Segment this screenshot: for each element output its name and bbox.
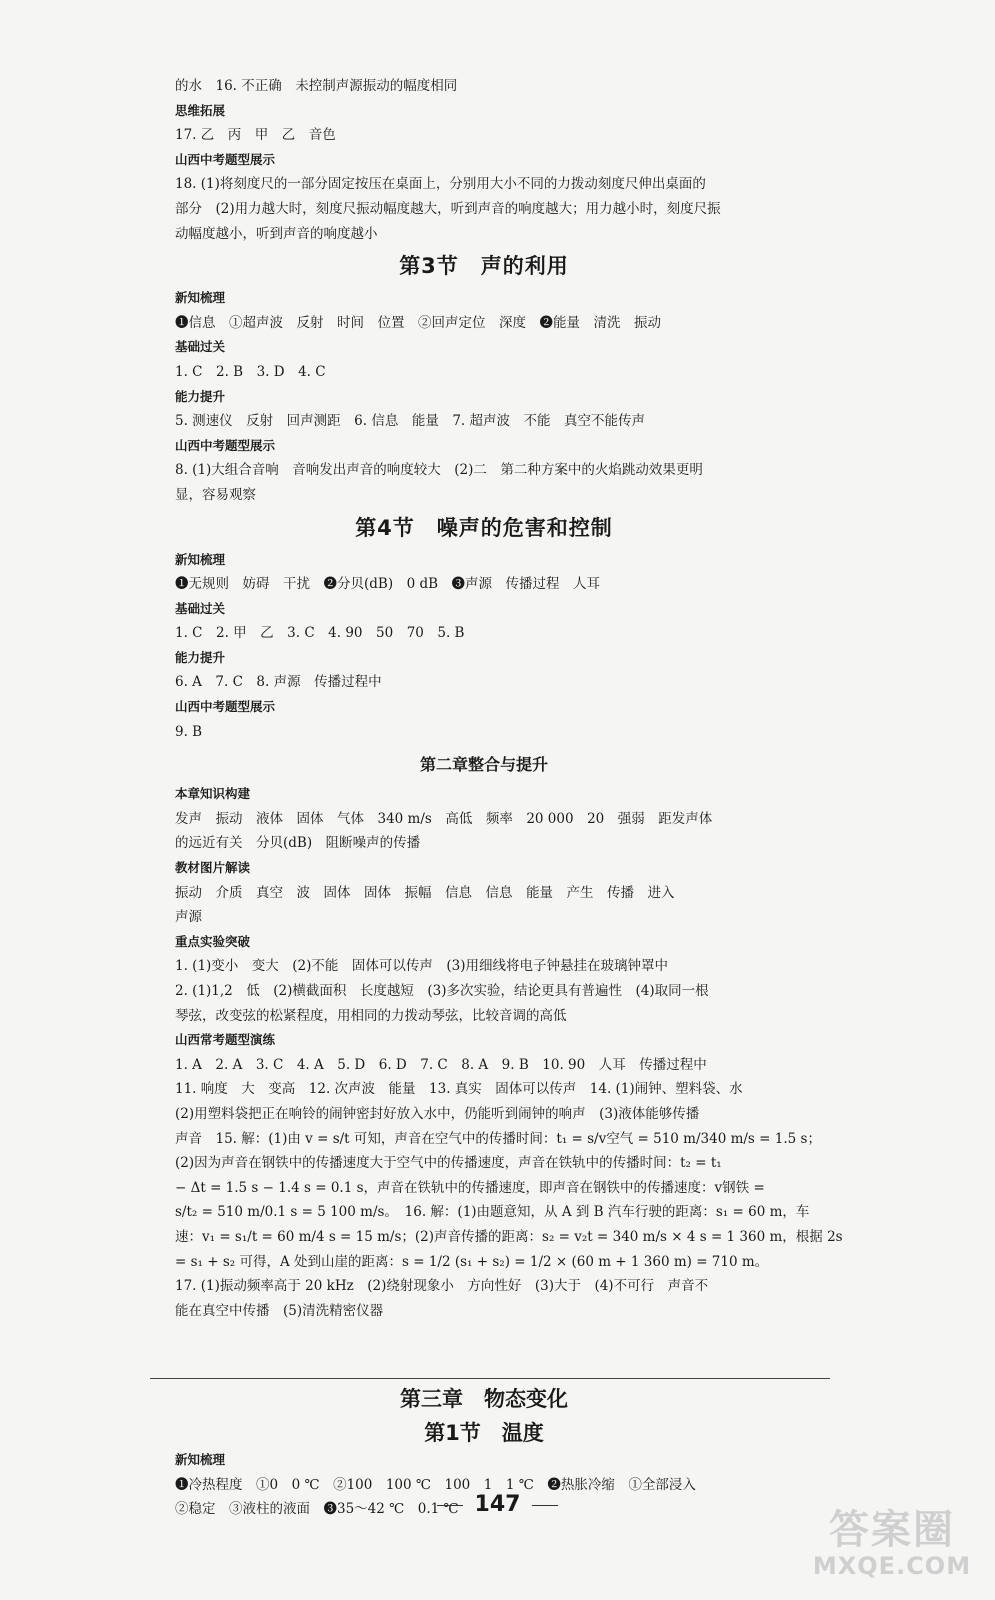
answer-line: 1. (1)变小 变大 (2)不能 固体可以传声 (3)用细线将电子钟悬挂在玻璃钟罩中 xyxy=(175,958,669,975)
subsection-heading: 思维拓展 xyxy=(175,102,226,118)
answer-line: 部分 (2)用力越大时，刻度尺振动幅度越大，听到声音的响度越大；用力越小时，刻度尺振 xyxy=(175,200,721,217)
answer-line: 6. A 7. C 8. 声源 传播过程中 xyxy=(175,674,382,691)
section4-answers xyxy=(175,548,793,745)
answer-line: 9. B xyxy=(175,723,203,740)
subsection-heading: 能力提升 xyxy=(175,388,226,404)
subsection-heading: 能力提升 xyxy=(175,649,226,665)
subsection-heading: 山西中考题型展示 xyxy=(175,699,276,715)
answer-line: 声源 xyxy=(175,909,202,926)
answer-line: 显，容易观察 xyxy=(175,486,256,503)
answer-line: 18. (1)将刻度尺的一部分固定按压在桌面上，分别用大小不同的力拨动刻度尺伸出桌面的 xyxy=(175,176,706,193)
answer-line: ②稳定 ③液柱的液面 ❸35～42 ℃ 0.1 ℃ xyxy=(175,1501,459,1518)
answer-line: (2)用塑料袋把正在响铃的闹钟密封好放入水中，仍能听到闹钟的响声 (3)液体能够传播 xyxy=(175,1105,700,1122)
answer-line: 的水 16. 不正确 未控制声源振动的幅度相同 xyxy=(175,78,458,94)
subsection-heading: 重点实验突破 xyxy=(175,933,251,949)
section-title-3: 第3节 声的利用 xyxy=(399,254,569,279)
watermark xyxy=(807,1508,977,1588)
subsection-heading: 教材图片解读 xyxy=(175,860,251,876)
answer-line: 11. 响度 大 变高 12. 次声波 能量 13. 真实 固体可以传声 14. (1)闹钟、塑料袋、水 xyxy=(175,1081,743,1098)
answer-line: s/t₂ = 510 m/0.1 s = 5 100 m/s。 16. 解：(1)由题意知，从 A 到 B 汽车行驶的距离：s₁ = 60 m，车 xyxy=(175,1204,810,1221)
answer-line: 1. C 2. B 3. D 4. C xyxy=(175,363,326,380)
page-number-dash-right xyxy=(532,1505,558,1506)
answer-line: ❶无规则 妨碍 干扰 ❷分贝(dB) 0 dB ❸声源 传播过程 人耳 xyxy=(175,576,601,593)
answer-line: 速：v₁ = s₁/t = 60 m/4 s = 15 m/s；(2)声音传播的距离：s₂ = v₂t = 340 m/s × 4 s = 1 360 m，根据 2s xyxy=(175,1228,843,1245)
answer-line: ❶冷热程度 ①0 0 ℃ ②100 100 ℃ 100 1 1 ℃ ❷热胀冷缩 ①全部浸入 xyxy=(175,1476,696,1493)
answer-line: 2. (1)1,2 低 (2)横截面积 长度越短 (3)多次实验，结论更具有普遍性 (4)取同一根 xyxy=(175,983,709,999)
section31-title: 第1节 温度 xyxy=(424,1421,544,1445)
page-content xyxy=(175,74,843,1323)
subsection-heading: 山西常考题型演练 xyxy=(175,1032,276,1048)
watermark-logo: 答案圈 xyxy=(829,1507,955,1553)
watermark-url: MXQE.COM xyxy=(812,1552,972,1580)
answer-line: 1. C 2. 甲 乙 3. C 4. 90 50 70 5. B xyxy=(175,625,465,642)
page-number-dash-left xyxy=(437,1505,463,1506)
answer-line: ❶信息 ①超声波 反射 时间 位置 ②回声定位 深度 ❷能量 清洗 振动 xyxy=(175,314,661,331)
answer-line: 发声 振动 液体 固体 气体 340 m/s 高低 频率 20 000 20 强弱 距发声体 xyxy=(175,810,713,827)
section3-answers xyxy=(175,286,793,507)
answer-line: 振动 介质 真空 波 固体 固体 振幅 信息 信息 能量 产生 传播 进入 xyxy=(175,884,675,901)
subsection-heading: 新知梳理 xyxy=(175,551,226,567)
chapter2-summary-title: 第二章整合与提升 xyxy=(419,755,548,775)
answer-line: 17. (1)振动频率高于 20 kHz (2)绕射现象小 方向性好 (3)大于 (4)不可行 声音不 xyxy=(175,1278,709,1295)
answer-line: 的远近有关 分贝(dB) 阻断噪声的传播 xyxy=(175,835,421,852)
answer-line: 5. 测速仪 反射 回声测距 6. 信息 能量 7. 超声波 不能 真空不能传声 xyxy=(175,413,646,430)
answer-line: (2)因为声音在钢铁中的传播速度大于空气中的传播速度，声音在铁轨中的传播时间：t₂ = t₁ xyxy=(175,1155,722,1172)
section-title-4: 第4节 噪声的危害和控制 xyxy=(355,515,613,540)
subsection-heading: 新知梳理 xyxy=(175,290,226,306)
answer-line: 17. 乙 丙 甲 乙 音色 xyxy=(175,127,336,144)
subsection-heading: 山西中考题型展示 xyxy=(175,151,276,167)
chapter2-summary-answers xyxy=(175,782,843,1323)
chapter3-title: 第三章 物态变化 xyxy=(400,1387,568,1411)
chapter-divider xyxy=(150,1378,830,1379)
subsection-heading: 基础过关 xyxy=(175,339,226,355)
answer-line: − Δt = 1.5 s − 1.4 s = 0.1 s，声音在铁轨中的传播速度，即声音在钢铁中的传播速度：v钢铁 = xyxy=(175,1179,765,1196)
answer-line: 声音 15. 解：(1)由 v = s/t 可知，声音在空气中的传播时间：t₁ = s/v空气 = 510 m/340 m/s = 1.5 s； xyxy=(175,1130,821,1147)
answer-line: 能在真空中传播 (5)清洗精密仪器 xyxy=(175,1302,384,1319)
subsection-heading: 基础过关 xyxy=(175,600,226,616)
page-number-value: 147 xyxy=(474,1492,521,1517)
chapter2-section2-tail xyxy=(175,74,793,246)
subsection-heading: 本章知识构建 xyxy=(175,786,251,802)
answer-line: 8. (1)大组合音响 音响发出声音的响度较大 (2)二 第二种方案中的火焰跳动效果更明 xyxy=(175,462,703,479)
subsection-heading: 山西中考题型展示 xyxy=(175,437,276,453)
answer-line: 琴弦，改变弦的松紧程度，用相同的力拨动琴弦，比较音调的高低 xyxy=(175,1007,567,1024)
subsection-heading: 新知梳理 xyxy=(175,1452,226,1467)
answer-line: = s₁ + s₂ 可得，A 处到山崖的距离：s = 1/2 (s₁ + s₂) = 1/2 × (60 m + 1 360 m) = 710 m。 xyxy=(175,1253,769,1270)
answer-line: 动幅度越小，听到声音的响度越小 xyxy=(175,225,378,242)
answer-line: 1. A 2. A 3. C 4. A 5. D 6. D 7. C 8. A 9. B 10. 90 人耳 传播过程中 xyxy=(175,1056,707,1073)
